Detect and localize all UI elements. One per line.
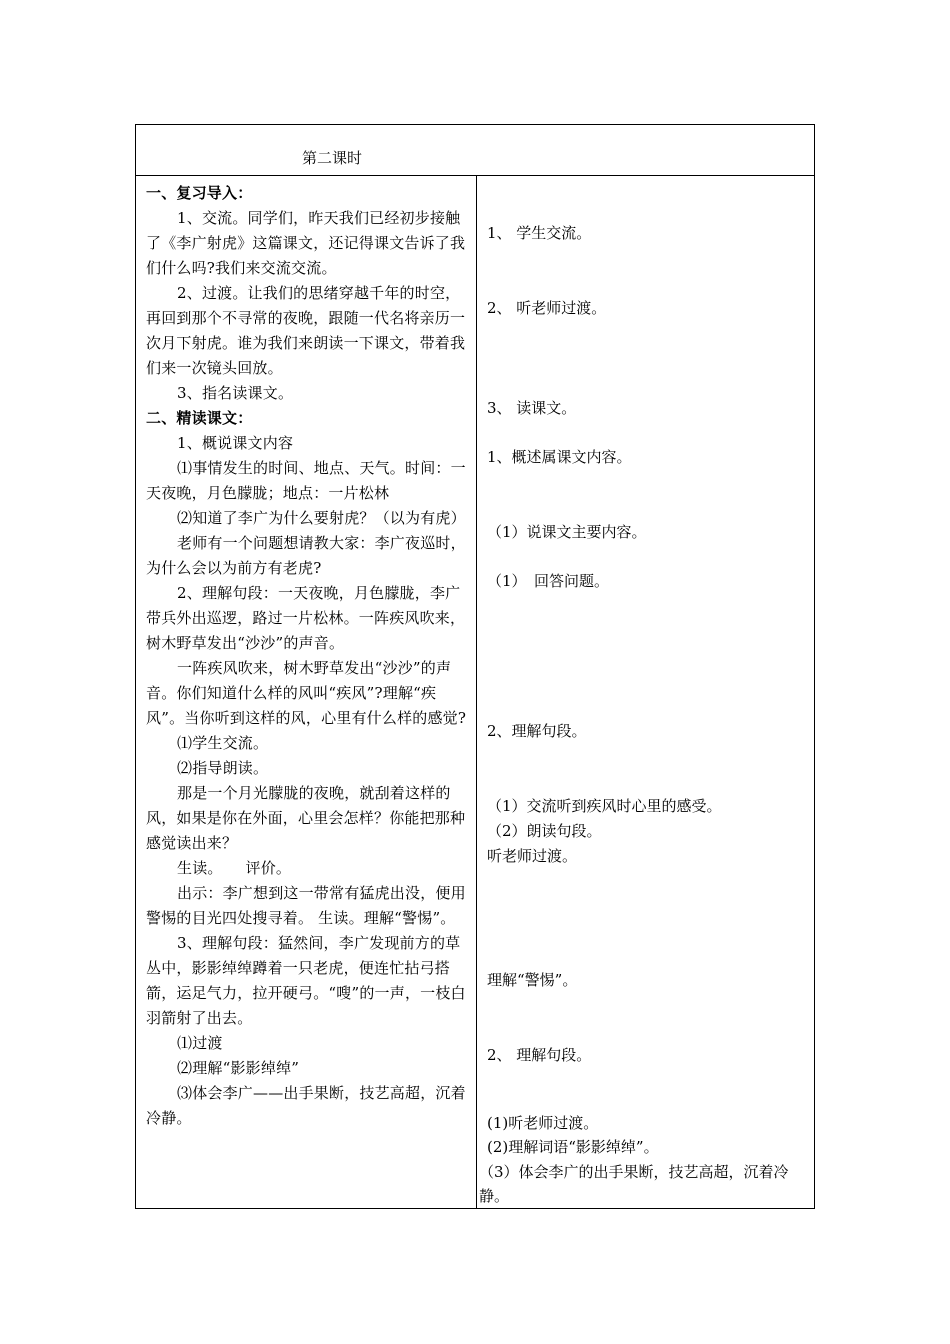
student-activity: （2）朗读句段。 [487, 822, 602, 840]
student-activity: 2、 听老师过渡。 [487, 299, 607, 317]
lesson-title: 第二课时 [302, 149, 363, 167]
teacher-column [146, 181, 468, 1131]
student-activity: 听老师过渡。 [487, 847, 578, 865]
paragraph: ⑶体会李广——出手果断，技艺高超，沉着冷静。 [146, 1084, 466, 1127]
paragraph: ⑵指导朗读。 [177, 759, 269, 777]
paragraph: ⑵理解“影影绰绰” [177, 1059, 300, 1077]
student-activity: 1、 学生交流。 [487, 224, 592, 242]
lesson-table [135, 124, 815, 1209]
column-divider [476, 176, 477, 1209]
paragraph: 1、概说课文内容 [177, 434, 294, 452]
paragraph: 生读。 评价。 [177, 859, 292, 877]
student-activity: 理解“警惕”。 [487, 971, 578, 989]
paragraph: 3、指名读课文。 [177, 384, 294, 402]
student-activity: （1）说课文主要内容。 [487, 523, 647, 541]
paragraph: 一阵疾风吹来，树木野草发出“沙沙”的声音。你们知道什么样的风叫“疾风”?理解“疾风”。当你听到这样的风，心里有什么样的感觉? [146, 659, 467, 727]
paragraph: 2、理解句段：一天夜晚，月色朦胧，李广带兵外出巡逻，路过一片松林。一阵疾风吹来，树木野草发出“沙沙”的声音。 [146, 584, 466, 652]
title-row [136, 125, 814, 176]
student-activity: （3）体会李广的出手果断，技艺高超，沉着冷静。 [479, 1163, 789, 1205]
student-activity: 3、 读课文。 [487, 399, 577, 417]
section-heading-reading: 二、精读课文： [146, 409, 253, 427]
student-activity: （1） 回答问题。 [487, 572, 610, 590]
paragraph: ⑴过渡 [177, 1034, 223, 1052]
student-activity: 2、 理解句段。 [487, 1046, 592, 1064]
student-activity: (1)听老师过渡。 [487, 1114, 599, 1132]
paragraph: 1、交流。同学们，昨天我们已经初步接触了《李广射虎》这篇课文，还记得课文告诉了我们什么吗?我们来交流交流。 [146, 209, 466, 277]
student-activity: (2)理解词语“影影绰绰”。 [487, 1138, 659, 1156]
paragraph: ⑴事情发生的时间、地点、天气。时间：一天夜晚，月色朦胧；地点：一片松林 [146, 459, 466, 502]
student-activity: （1）交流听到疾风时心里的感受。 [487, 797, 722, 815]
paragraph: ⑵知道了李广为什么要射虎？（以为有虎） [177, 509, 466, 527]
paragraph: 老师有一个问题想请教大家：李广夜巡时，为什么会以为前方有老虎? [146, 534, 466, 577]
paragraph: 2、过渡。让我们的思绪穿越千年的时空，再回到那个不寻常的夜晚，跟随一代名将亲历一次月下射虎。谁为我们来朗读一下课文，带着我们来一次镜头回放。 [146, 284, 466, 377]
paragraph: 那是一个月光朦胧的夜晚，就刮着这样的风，如果是你在外面，心里会怎样？你能把那种感觉读出来？ [146, 784, 466, 852]
section-heading-review: 一、复习导入： [146, 184, 253, 202]
student-activity: 2、理解句段。 [487, 722, 587, 740]
paragraph: ⑴学生交流。 [177, 734, 269, 752]
student-activity: 1、概述属课文内容。 [487, 448, 632, 466]
paragraph: 出示：李广想到这一带常有猛虎出没，便用警惕的目光四处搜寻着。 生读。理解“警惕”。 [146, 884, 466, 927]
paragraph: 3、理解句段：猛然间，李广发现前方的草丛中，影影绰绰蹲着一只老虎，便连忙拈弓搭箭，运足气力，拉开硬弓。“嗖”的一声，一枝白羽箭射了出去。 [146, 934, 466, 1027]
